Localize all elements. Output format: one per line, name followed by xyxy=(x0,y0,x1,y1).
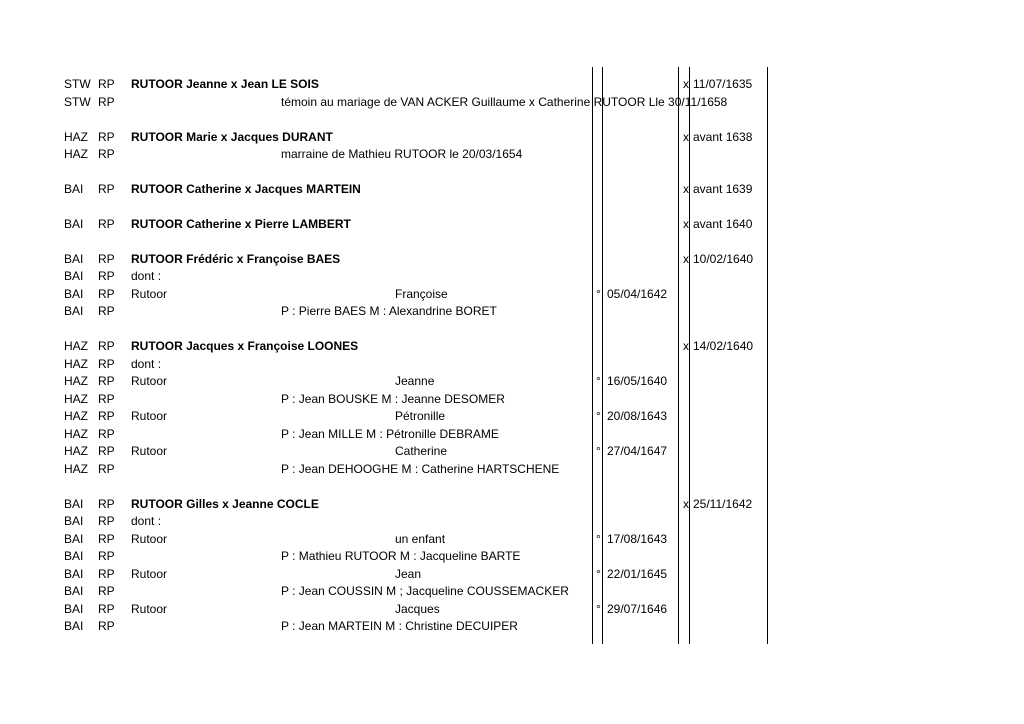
entry-name: RUTOOR Jacques x Françoise LOONES xyxy=(131,339,359,353)
entry-code: RP xyxy=(98,567,115,581)
entry-code: RP xyxy=(98,252,115,266)
register-row xyxy=(0,496,1024,513)
entry-location: BAI xyxy=(64,567,84,581)
entry-witness-info: P : Jean MILLE M : Pétronille DEBRAME xyxy=(281,427,499,441)
register-row xyxy=(0,181,1024,198)
entry-code: RP xyxy=(98,287,115,301)
marriage-mark: x xyxy=(683,77,689,91)
entry-name: RUTOOR Jeanne x Jean LE SOIS xyxy=(131,77,319,91)
entry-name: dont : xyxy=(131,269,162,283)
entry-location: BAI xyxy=(64,514,84,528)
entry-witness-info: marraine de Mathieu RUTOOR le 20/03/1654 xyxy=(281,147,523,161)
entry-code: RP xyxy=(98,584,115,598)
entry-witness-info: P : Pierre BAES M : Alexandrine BORET xyxy=(281,304,497,318)
entry-code: RP xyxy=(98,95,115,109)
entry-code: RP xyxy=(98,130,115,144)
entry-code: RP xyxy=(98,602,115,616)
entry-name: RUTOOR Frédéric x Françoise BAES xyxy=(131,252,341,266)
birth-date: 22/01/1645 xyxy=(607,567,668,581)
entry-witness-info: P : Jean COUSSIN M ; Jacqueline COUSSEMACKER xyxy=(281,584,569,598)
entry-location: HAZ xyxy=(64,130,88,144)
entry-first-name: Jeanne xyxy=(395,374,435,388)
birth-mark: ° xyxy=(596,374,601,388)
entry-location: BAI xyxy=(64,532,84,546)
entry-location: BAI xyxy=(64,549,84,563)
birth-date: 27/04/1647 xyxy=(607,444,668,458)
register-row xyxy=(0,373,1024,390)
register-row xyxy=(0,338,1024,355)
entry-location: HAZ xyxy=(64,374,88,388)
entry-name: Rutoor xyxy=(131,374,168,388)
birth-mark: ° xyxy=(596,567,601,581)
entry-code: RP xyxy=(98,374,115,388)
entry-name: Rutoor xyxy=(131,532,168,546)
register-row xyxy=(0,251,1024,268)
register-row xyxy=(0,268,1024,285)
marriage-date: avant 1639 xyxy=(693,182,753,196)
marriage-mark: x xyxy=(683,339,689,353)
marriage-mark: x xyxy=(683,497,689,511)
entry-location: STW xyxy=(64,95,91,109)
entry-location: HAZ xyxy=(64,147,88,161)
birth-mark: ° xyxy=(596,444,601,458)
entry-name: dont : xyxy=(131,514,162,528)
entry-location: BAI xyxy=(64,497,84,511)
entry-location: BAI xyxy=(64,619,84,633)
entry-witness-info: témoin au mariage de VAN ACKER Guillaume x Catherine RUTOOR Lle 30/11/1658 xyxy=(281,95,728,109)
entry-location: BAI xyxy=(64,287,84,301)
entry-location: HAZ xyxy=(64,357,88,371)
birth-mark: ° xyxy=(596,602,601,616)
entry-location: HAZ xyxy=(64,339,88,353)
entry-code: RP xyxy=(98,549,115,563)
entry-name: dont : xyxy=(131,357,162,371)
entry-location: HAZ xyxy=(64,427,88,441)
entry-witness-info: P : Jean DEHOOGHE M : Catherine HARTSCHENE xyxy=(281,462,560,476)
marriage-date: avant 1638 xyxy=(693,130,753,144)
entry-witness-info: P : Jean MARTEIN M : Christine DECUIPER xyxy=(281,619,518,633)
entry-name: Rutoor xyxy=(131,567,168,581)
entry-code: RP xyxy=(98,462,115,476)
entry-code: RP xyxy=(98,357,115,371)
entry-code: RP xyxy=(98,514,115,528)
birth-mark: ° xyxy=(596,532,601,546)
register-row xyxy=(0,461,1024,478)
entry-name: Rutoor xyxy=(131,287,168,301)
entry-witness-info: P : Mathieu RUTOOR M : Jacqueline BARTE xyxy=(281,549,521,563)
entry-witness-info: P : Jean BOUSKE M : Jeanne DESOMER xyxy=(281,392,505,406)
register-row xyxy=(0,513,1024,530)
entry-name: RUTOOR Catherine x Pierre LAMBERT xyxy=(131,217,351,231)
register-row xyxy=(0,356,1024,373)
birth-date: 17/08/1643 xyxy=(607,532,668,546)
marriage-mark: x xyxy=(683,182,689,196)
birth-date: 16/05/1640 xyxy=(607,374,668,388)
register-row xyxy=(0,391,1024,408)
entry-code: RP xyxy=(98,427,115,441)
marriage-mark: x xyxy=(683,130,689,144)
marriage-date: avant 1640 xyxy=(693,217,753,231)
register-row xyxy=(0,601,1024,618)
register-row xyxy=(0,303,1024,320)
entry-location: BAI xyxy=(64,584,84,598)
marriage-date: 10/02/1640 xyxy=(693,252,754,266)
entry-first-name: Jacques xyxy=(395,602,440,616)
entry-location: BAI xyxy=(64,304,84,318)
entry-first-name: Jean xyxy=(395,567,422,581)
entry-code: RP xyxy=(98,409,115,423)
register-row xyxy=(0,583,1024,600)
register-row xyxy=(0,286,1024,303)
birth-date: 05/04/1642 xyxy=(607,287,668,301)
entry-code: RP xyxy=(98,269,115,283)
entry-location: BAI xyxy=(64,602,84,616)
register-row xyxy=(0,548,1024,565)
marriage-date: 25/11/1642 xyxy=(693,497,753,511)
entry-first-name: Françoise xyxy=(395,287,448,301)
marriage-mark: x xyxy=(683,252,689,266)
marriage-mark: x xyxy=(683,217,689,231)
entry-location: BAI xyxy=(64,217,84,231)
register-row xyxy=(0,146,1024,163)
register-row xyxy=(0,426,1024,443)
birth-date: 20/08/1643 xyxy=(607,409,668,423)
marriage-date: 14/02/1640 xyxy=(693,339,754,353)
entry-code: RP xyxy=(98,532,115,546)
entry-location: HAZ xyxy=(64,409,88,423)
register-row xyxy=(0,618,1024,635)
entry-code: RP xyxy=(98,619,115,633)
register-row xyxy=(0,129,1024,146)
birth-mark: ° xyxy=(596,409,601,423)
entry-name: RUTOOR Catherine x Jacques MARTEIN xyxy=(131,182,361,196)
register-row xyxy=(0,94,1024,111)
entry-location: STW xyxy=(64,77,91,91)
birth-date: 29/07/1646 xyxy=(607,602,668,616)
entry-code: RP xyxy=(98,497,115,511)
entry-location: HAZ xyxy=(64,392,88,406)
entry-code: RP xyxy=(98,392,115,406)
entry-name: Rutoor xyxy=(131,444,168,458)
entry-name: RUTOOR Marie x Jacques DURANT xyxy=(131,130,333,144)
entry-first-name: Pétronille xyxy=(395,409,446,423)
register-row xyxy=(0,216,1024,233)
entry-name: RUTOOR Gilles x Jeanne COCLE xyxy=(131,497,319,511)
entry-name: Rutoor xyxy=(131,602,168,616)
entry-location: BAI xyxy=(64,182,84,196)
register-row xyxy=(0,531,1024,548)
entry-code: RP xyxy=(98,182,115,196)
entry-code: RP xyxy=(98,217,115,231)
entry-location: BAI xyxy=(64,269,84,283)
birth-mark: ° xyxy=(596,287,601,301)
entry-location: HAZ xyxy=(64,444,88,458)
entry-code: RP xyxy=(98,147,115,161)
entry-code: RP xyxy=(98,339,115,353)
entry-code: RP xyxy=(98,77,115,91)
entry-first-name: Catherine xyxy=(395,444,448,458)
entry-code: RP xyxy=(98,304,115,318)
register-row xyxy=(0,566,1024,583)
register-row xyxy=(0,408,1024,425)
entry-first-name: un enfant xyxy=(395,532,446,546)
entry-location: BAI xyxy=(64,252,84,266)
entry-location: HAZ xyxy=(64,462,88,476)
marriage-date: 11/07/1635 xyxy=(693,77,753,91)
register-row xyxy=(0,76,1024,93)
register-row xyxy=(0,443,1024,460)
entry-code: RP xyxy=(98,444,115,458)
entry-name: Rutoor xyxy=(131,409,168,423)
